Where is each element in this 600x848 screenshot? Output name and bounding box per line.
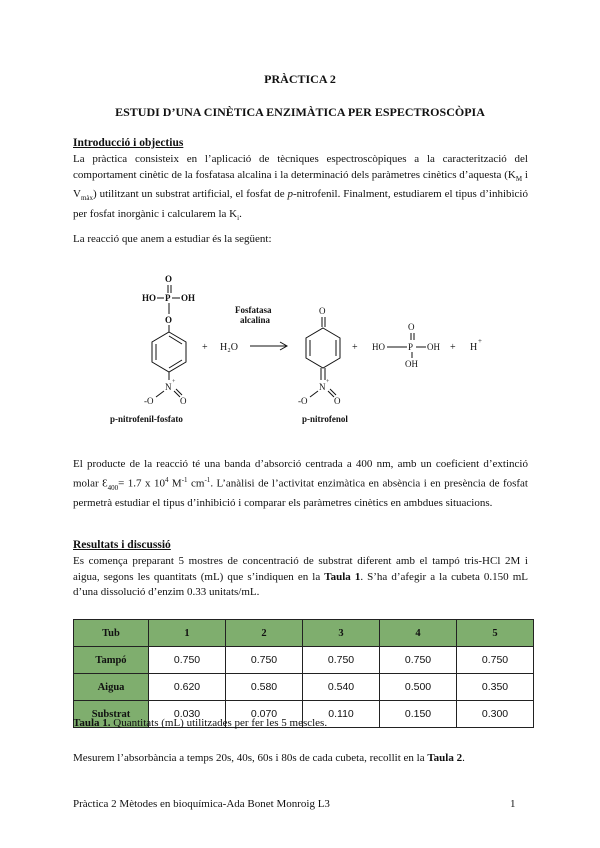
product-ring (298, 306, 341, 406)
hydrogen-ion: H (470, 342, 478, 353)
table-cell: 0.540 (303, 674, 380, 701)
table-row-header: Substrat (74, 701, 149, 728)
svg-text:HO: HO (142, 293, 157, 303)
svg-text:N: N (165, 382, 172, 392)
measure-paragraph: Mesurem l’absorbància a temps 20s, 40s, 60s i 80s de cada cubeta, recollit en la Taula 2. (73, 752, 465, 764)
svg-text:+: + (326, 379, 330, 385)
intro-heading: Introducció i objectius (73, 137, 184, 149)
svg-text:+: + (172, 379, 176, 385)
table-cell: 0.030 (149, 701, 226, 728)
table-cell: 0.300 (457, 701, 534, 728)
table-cell: 0.750 (380, 647, 457, 674)
table-column-header: 2 (226, 620, 303, 647)
table-cell: 0.070 (226, 701, 303, 728)
svg-text:O: O (334, 396, 341, 406)
results-paragraph: Es comença preparant 5 mostres de concentració de substrat diferent amb el tampó tris-HCl 2M i aigua, segons les quantitats (mL) que s’indiquen en la Taula 1. S’ha d’afegir a la cubeta 0.150 mL d’una dissolució d’enzim 0.33 unitats/mL. (73, 555, 528, 598)
table-header-row (74, 620, 534, 647)
plus-sign-3: + (450, 342, 456, 353)
plus-sign-2: + (352, 342, 358, 353)
phosphate-product (372, 322, 440, 369)
svg-text:OH: OH (181, 293, 196, 303)
reactant-label: p-nitrofenil-fosfato (110, 414, 183, 424)
table-row-header: Aigua (74, 674, 149, 701)
svg-text:N: N (319, 382, 326, 392)
water-label: H₂O (220, 342, 238, 353)
table-row-header: Tampó (74, 647, 149, 674)
table-cell: 0.750 (303, 647, 380, 674)
svg-text:-O: -O (144, 396, 154, 406)
table-cell: 0.150 (380, 701, 457, 728)
svg-text:O: O (408, 322, 415, 332)
table-cell: 0.350 (457, 674, 534, 701)
svg-text:HO: HO (372, 342, 385, 352)
reactant-phosphate-group (142, 274, 195, 332)
svg-text:OH: OH (427, 342, 440, 352)
table-cell: 0.620 (149, 674, 226, 701)
hydrogen-charge: + (478, 337, 482, 345)
quantities-table (73, 619, 534, 728)
table-cell: 0.110 (303, 701, 380, 728)
table-cell: 0.750 (226, 647, 303, 674)
enzyme-label-line2: alcalina (240, 315, 271, 325)
enzyme-label-line1: Fosfatasa (235, 305, 272, 315)
table-row (74, 647, 534, 674)
plus-sign-1: + (202, 342, 208, 353)
reaction-intro-text: La reacció que anem a estudiar és la següent: (73, 233, 272, 245)
reaction-scheme (80, 270, 520, 430)
table-row (74, 674, 534, 701)
intro-paragraph: La pràctica consisteix en l’aplicació de tècniques espectroscòpiques a la caracterització del comportament cinètic de la fosfatasa alcalina i la determinació dels paràmetres cinètics d’aquesta ($K_M$ i $V_{màx}$) utilitzant un substrat artificial, el fosfat de p-nitrofenil. Finalment, estudiarem el tipus d’inhibició per fosfat inorgànic i calcularem la $K_i$. (73, 153, 528, 223)
svg-text:OH: OH (405, 359, 418, 369)
table-cell: 0.750 (457, 647, 534, 674)
page-footer: Pràctica 2 Mètodes en bioquímica-Ada Bonet Monroig L3 (73, 798, 330, 810)
table-cell: 0.750 (149, 647, 226, 674)
svg-text:O: O (165, 274, 173, 284)
table-cell: 0.580 (226, 674, 303, 701)
results-heading: Resultats i discussió (73, 539, 171, 551)
reactant-benzene-ring (144, 332, 187, 406)
svg-text:P: P (165, 293, 171, 303)
svg-text:O: O (319, 306, 326, 316)
table-corner-header: Tub (74, 620, 149, 647)
table-column-header: 5 (457, 620, 534, 647)
table-column-header: 4 (380, 620, 457, 647)
absorption-paragraph: El producte de la reacció té una banda d’absorció centrada a 400 nm, amb un coeficient d’extinció molar $Ɛ_{400}= 1.7$ x $10^4$ $M^{-1}$ $cm^{-1}$. L’anàlisi de l’activitat enzimàtica en absència i en presència de fosfat permetrà estudiar el tipus d’inhibició i comparar els paràmetres cinètics en ambdues situacions. (73, 458, 528, 509)
table-caption: Taula 1. Quantitats (mL) utilitzades per fer les 5 mescles. (73, 717, 328, 729)
svg-text:O: O (180, 396, 187, 406)
svg-text:-O: -O (298, 396, 308, 406)
page-number: 1 (510, 798, 516, 810)
page-title: PRÀCTICA 2 (264, 72, 336, 86)
page-subtitle: ESTUDI D’UNA CINÈTICA ENZIMÀTICA PER ESPECTROSCÒPIA (115, 105, 485, 119)
table-column-header: 1 (149, 620, 226, 647)
svg-text:O: O (165, 315, 173, 325)
product-label: p-nitrofenol (302, 414, 348, 424)
table-column-header: 3 (303, 620, 380, 647)
svg-text:P: P (408, 342, 414, 352)
table-cell: 0.500 (380, 674, 457, 701)
